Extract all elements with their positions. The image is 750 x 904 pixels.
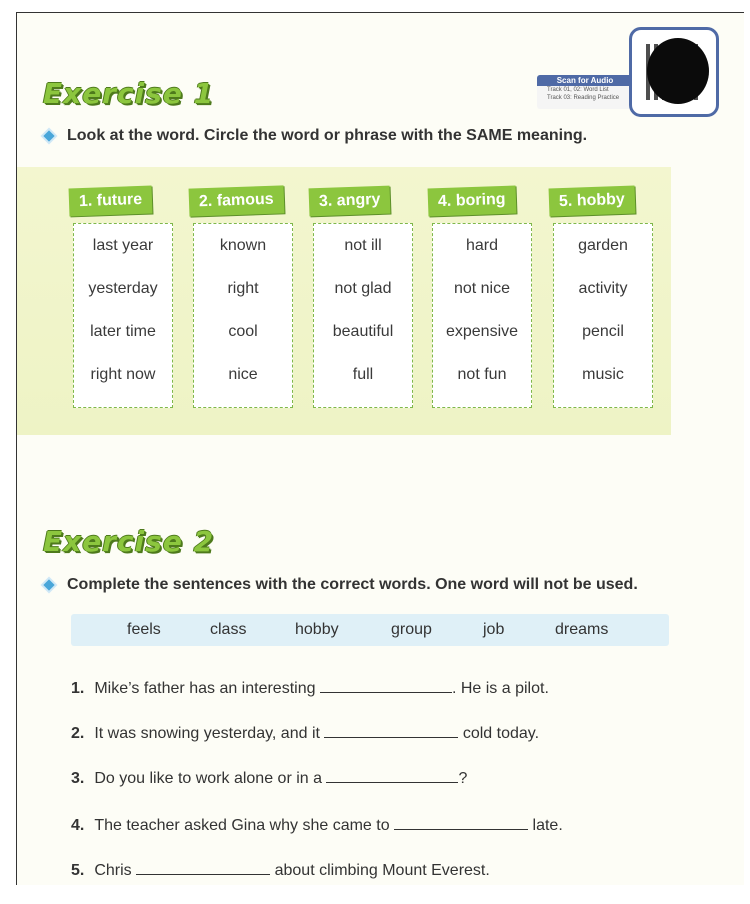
answer-blank[interactable] [324, 736, 458, 738]
vocab-options-box [313, 223, 413, 408]
sentence-text-before: The teacher asked Gina why she came to [94, 817, 390, 834]
sentence-number: 2. [71, 725, 85, 742]
vocab-options-box [432, 223, 532, 408]
exercise-2-instruction [45, 576, 638, 594]
vocab-option[interactable]: activity [578, 280, 628, 297]
answer-blank[interactable] [326, 781, 458, 783]
vocab-option[interactable]: right now [90, 366, 156, 383]
word-bank-word[interactable]: class [210, 621, 247, 638]
vocab-column-label: 3. angry [309, 186, 391, 217]
bullet-diamond-icon [43, 130, 54, 141]
sentence-text-after: late. [532, 817, 563, 834]
answer-blank[interactable] [136, 873, 270, 875]
vocab-option[interactable]: not glad [334, 280, 392, 297]
word-bank-word[interactable]: feels [127, 621, 161, 638]
vocab-option[interactable]: hard [465, 237, 499, 254]
answer-blank[interactable] [394, 828, 528, 830]
sentence-number: 3. [71, 770, 85, 787]
sentence-text-after: ? [458, 770, 468, 787]
exercise-1-title: Exercise 1 [43, 77, 215, 110]
sentence-item [71, 770, 467, 788]
word-bank-word[interactable]: hobby [295, 621, 339, 638]
sentence-text-after: . He is a pilot. [451, 680, 549, 697]
vocab-options-box [193, 223, 293, 408]
vocab-column-label: 4. boring [428, 185, 516, 216]
answer-blank[interactable] [320, 691, 452, 693]
vocab-options-box [553, 223, 653, 408]
vocab-option[interactable]: known [219, 237, 267, 254]
word-bank-word[interactable]: job [483, 621, 505, 638]
exercise-1-instruction [45, 127, 587, 145]
sentence-text-before: It was snowing yesterday, and it [94, 725, 320, 742]
sentence-item [71, 680, 549, 698]
vocab-option[interactable]: yesterday [88, 280, 158, 297]
audio-track-line-1: Track 01, 02: Word List [547, 87, 609, 93]
audio-track-line-2: Track 03: Reading Practice [547, 95, 620, 101]
vocab-column-label: 1. future [69, 186, 153, 217]
vocab-option[interactable]: nice [228, 366, 258, 383]
sentence-text-before: Do you like to work alone or in a [94, 770, 323, 787]
vocab-option[interactable]: not nice [453, 280, 511, 297]
vocab-option[interactable]: pencil [582, 323, 624, 340]
vocab-option[interactable]: cool [228, 323, 258, 340]
worksheet-page [16, 12, 744, 885]
audio-badge [537, 75, 633, 109]
vocab-option[interactable]: right [227, 280, 259, 297]
word-bank [71, 614, 669, 646]
sentence-number: 1. [71, 680, 85, 697]
vocab-option[interactable]: full [352, 366, 374, 383]
vocab-column-label: 5. hobby [549, 186, 636, 217]
word-bank-word[interactable]: dreams [555, 621, 609, 638]
redaction-mark [647, 38, 709, 104]
word-bank-word[interactable]: group [391, 621, 432, 638]
bullet-diamond-icon [43, 579, 54, 590]
sentence-item [71, 817, 563, 835]
vocab-option[interactable]: last year [92, 237, 154, 254]
sentence-item [71, 862, 490, 880]
vocab-option[interactable]: not ill [344, 237, 382, 254]
qr-code-icon[interactable] [629, 27, 719, 117]
vocab-column-label: 2. famous [189, 185, 285, 216]
vocab-options-box [73, 223, 173, 408]
sentence-text-after: about climbing Mount Everest. [274, 862, 490, 879]
sentence-number: 5. [71, 862, 85, 879]
exercise-2-title: Exercise 2 [43, 525, 215, 558]
exercise-2-instruction-text: Complete the sentences with the correct words. One word will not be used. [67, 576, 638, 593]
vocab-option[interactable]: expensive [445, 323, 519, 340]
audio-badge-header: Scan for Audio [537, 75, 633, 86]
vocab-option[interactable]: later time [90, 323, 156, 340]
sentence-text-before: Chris [94, 862, 132, 879]
vocab-option[interactable]: beautiful [332, 323, 394, 340]
exercise-1-instruction-text: Look at the word. Circle the word or phrase with the SAME meaning. [67, 127, 588, 144]
vocab-option[interactable]: music [582, 366, 624, 383]
vocab-option[interactable]: garden [578, 237, 628, 254]
sentence-text-before: Mike’s father has an interesting [94, 680, 316, 697]
vocab-option[interactable]: not fun [457, 366, 507, 383]
sentence-item [71, 725, 539, 743]
sentence-number: 4. [71, 817, 85, 834]
sentence-text-after: cold today. [462, 725, 540, 742]
